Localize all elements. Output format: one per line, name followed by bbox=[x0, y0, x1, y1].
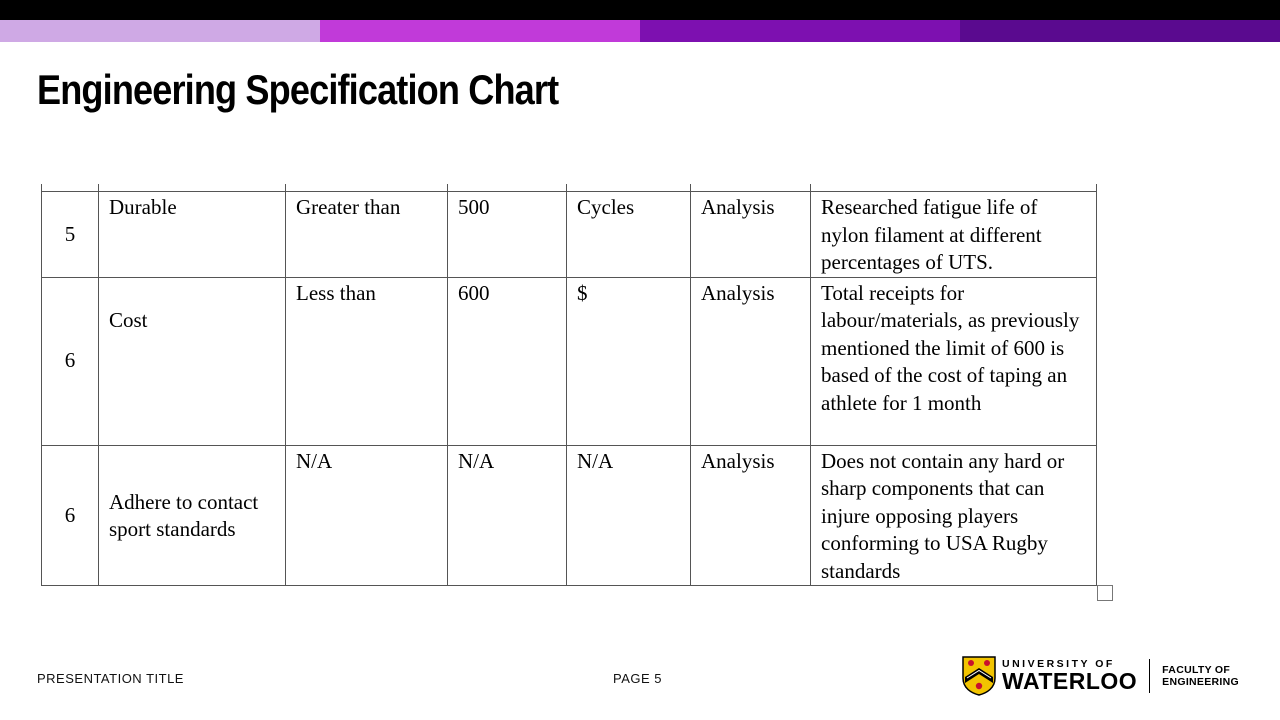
units-cell: Cycles bbox=[567, 192, 691, 278]
units-cell: N/A bbox=[567, 445, 691, 586]
stripe-4 bbox=[960, 20, 1280, 42]
stripe-3 bbox=[640, 20, 960, 42]
row-number: 5 bbox=[42, 192, 99, 278]
stripe-2 bbox=[320, 20, 640, 42]
verification-cell: Analysis bbox=[691, 445, 811, 586]
footer-presentation-title: PRESENTATION TITLE bbox=[37, 671, 184, 686]
university-logo bbox=[962, 654, 1239, 698]
value-cell: 600 bbox=[448, 277, 567, 445]
value-cell: 500 bbox=[448, 192, 567, 278]
justification-cell: Total receipts for labour/materials, as previously mentioned the limit of 600 is based of the cost of taping an athlete for 1 month bbox=[811, 277, 1097, 445]
table-row bbox=[42, 445, 1097, 586]
justification-cell: Researched fatigue life of nylon filament at different percentages of UTS. bbox=[811, 192, 1097, 278]
logo-university-of: UNIVERSITY OF bbox=[1002, 657, 1115, 670]
table-resize-handle[interactable] bbox=[1097, 585, 1113, 601]
table-row bbox=[42, 277, 1097, 445]
stripe-1 bbox=[0, 20, 320, 42]
units-cell: $ bbox=[567, 277, 691, 445]
logo-faculty bbox=[1162, 664, 1239, 688]
color-stripes bbox=[0, 20, 1280, 42]
spec-table bbox=[41, 191, 1097, 586]
logo-divider bbox=[1149, 659, 1150, 693]
shield-crest-icon bbox=[962, 656, 996, 696]
logo-wordmark bbox=[1002, 659, 1137, 694]
slide-title: Engineering Specification Chart bbox=[37, 66, 559, 113]
requirement-cell: Durable bbox=[99, 192, 286, 278]
relation-cell: Less than bbox=[286, 277, 448, 445]
table-cutoff-top bbox=[41, 184, 1097, 191]
verification-cell: Analysis bbox=[691, 192, 811, 278]
row-number: 6 bbox=[42, 277, 99, 445]
relation-cell: Greater than bbox=[286, 192, 448, 278]
logo-waterloo: WATERLOO bbox=[1002, 668, 1138, 695]
requirement-cell: Adhere to contact sport standards bbox=[99, 445, 286, 586]
value-cell: N/A bbox=[448, 445, 567, 586]
row-number: 6 bbox=[42, 445, 99, 586]
table-row bbox=[42, 192, 1097, 278]
logo-faculty-line2: ENGINEERING bbox=[1162, 676, 1239, 688]
top-black-bar bbox=[0, 0, 1280, 20]
relation-cell: N/A bbox=[286, 445, 448, 586]
requirement-cell: Cost bbox=[99, 277, 286, 445]
footer-page-number: PAGE 5 bbox=[613, 671, 663, 686]
logo-faculty-line1: FACULTY OF bbox=[1162, 664, 1231, 676]
justification-cell: Does not contain any hard or sharp components that can injure opposing players conforming to USA Rugby standards bbox=[811, 445, 1097, 586]
verification-cell: Analysis bbox=[691, 277, 811, 445]
